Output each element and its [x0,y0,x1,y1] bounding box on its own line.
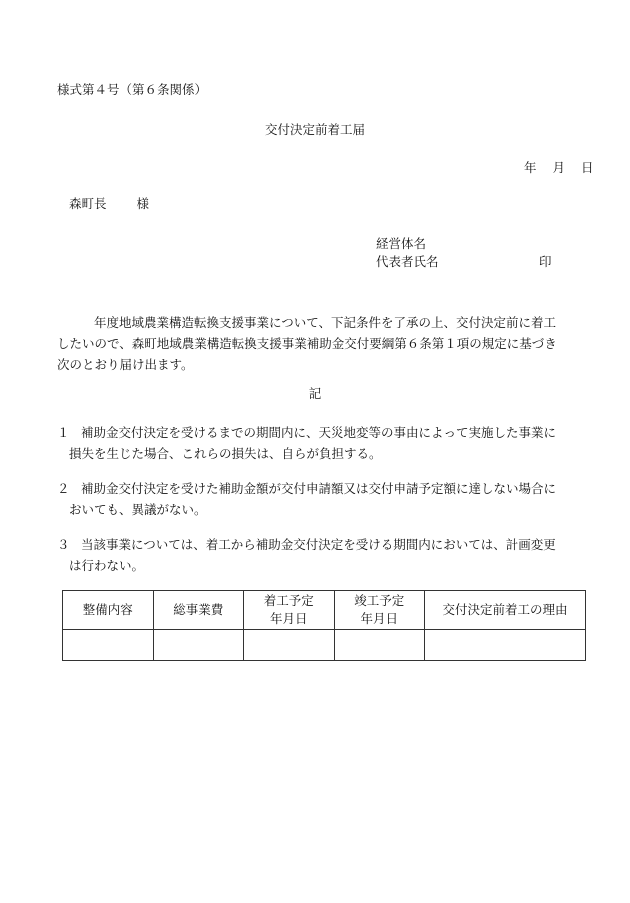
condition-text: 当該事業については、着工から補助金交付決定を受ける期間内においては、計画変更 [81,537,556,552]
condition-text-cont: 損失を生じた場合、これらの損失は、自らが負担する。 [69,446,382,461]
month-label: 月 [552,160,566,175]
construction-table [62,590,586,661]
condition-item [57,422,597,464]
ki-heading: 記 [308,386,322,401]
condition-list [57,422,597,590]
header-total-cost: 総事業費 [153,591,244,630]
header-completion-date: 竣工予定 年月日 [334,591,425,630]
condition-number: ３ [57,537,70,552]
date-line [524,158,594,176]
header-maintenance-content: 整備内容 [63,591,154,630]
applicant-rep-label: 代表者氏名 [376,254,439,269]
condition-number: ２ [57,481,70,496]
form-number: 様式第４号（第６条関係） [57,82,208,97]
condition-item [57,534,597,576]
condition-text: 補助金交付決定を受けるまでの期間内に、天災地変等の事由によって実施した事業に [81,425,557,440]
condition-text-cont: は行わない。 [69,558,145,573]
body-line-2: したいので、森町地域農業構造転換支援事業補助金交付要綱第６条第１項の規定に基づき [57,336,557,351]
body-line-1: 年度地域農業構造転換支援事業について、下記条件を了承の上、交付決定前に着工 [94,315,557,330]
header-start-date: 着工予定 年月日 [244,591,335,630]
document-title: 交付決定前着工届 [264,122,365,137]
addressee-name: 森町長 [69,196,107,211]
condition-item [57,478,597,520]
cell-start-date[interactable] [244,630,335,661]
body-paragraph [57,312,592,375]
cell-total-cost[interactable] [153,630,244,661]
header-reason: 交付決定前着工の理由 [425,591,586,630]
cell-reason[interactable] [425,630,586,661]
body-line-3: 次のとおり届け出ます。 [57,357,194,372]
condition-number: １ [57,425,70,440]
cell-maintenance-content[interactable] [63,630,154,661]
addressee-honorific: 様 [136,196,150,211]
condition-text-cont: おいても、異議がない。 [69,502,207,517]
year-label: 年 [524,160,537,175]
seal-label: 印 [539,254,552,269]
condition-text: 補助金交付決定を受けた補助金額が交付申請額又は交付申請予定額に達しない場合に [81,481,557,496]
addressee [69,194,149,212]
table-header-row [63,591,586,630]
cell-completion-date[interactable] [334,630,425,661]
table-row [63,630,586,661]
day-label: 日 [581,160,594,175]
applicant-org-label: 経営体名 [376,236,427,251]
